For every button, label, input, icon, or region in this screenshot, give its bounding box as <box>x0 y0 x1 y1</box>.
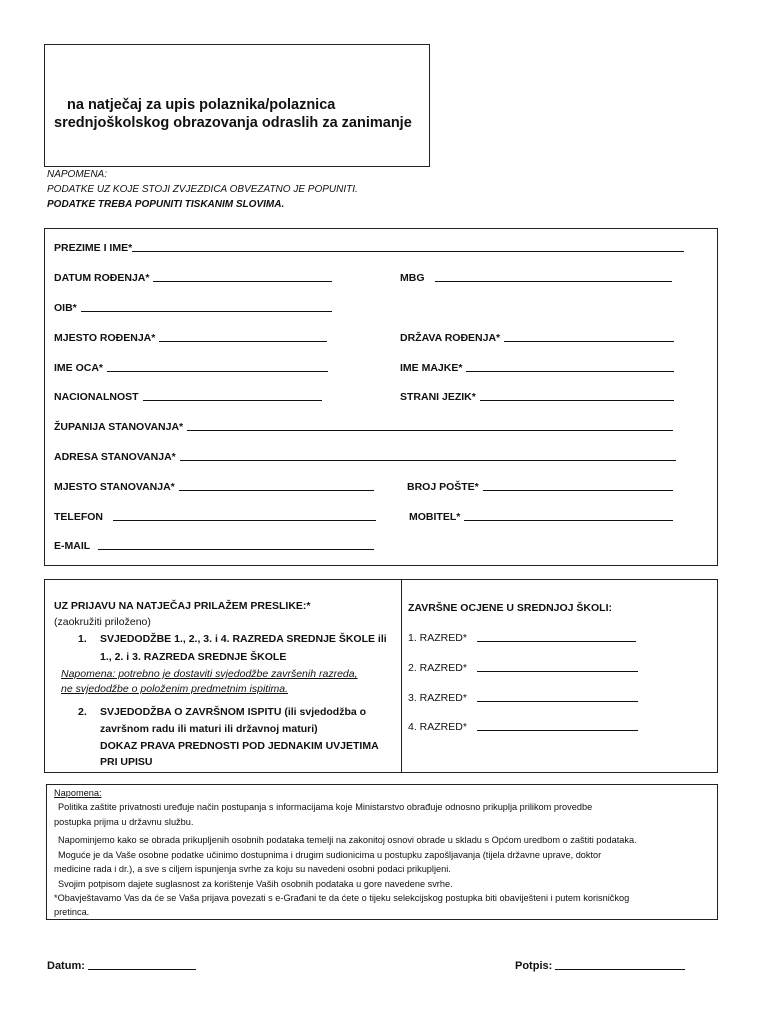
notice-line-1: PODATKE UZ KOJE STOJI ZVJEZDICA OBVEZATNO JE POPUNITI. <box>47 184 358 195</box>
grade-2-label: 2. RAZRED* <box>408 662 467 674</box>
grade-1-field[interactable] <box>408 631 636 644</box>
attachment-note-line-2: ne svjedodžbe o položenim predmetnim ispitima. <box>61 683 289 695</box>
privacy-paragraph-3b: medicine rada i dr.), a sve s ciljem ispunjenja svrhe za koju su navedeni osobni podaci prikupljeni. <box>54 864 451 874</box>
oib-field[interactable] <box>54 301 332 314</box>
attachment-2-line-1[interactable]: SVJEDODŽBA O ZAVRŠNOM ISPITU (ili svjedodžba o <box>100 706 367 718</box>
mobile-label: MOBITEL* <box>409 511 461 523</box>
phone-label: TELEFON <box>54 511 103 523</box>
attachment-note-line-1: Napomena: potrebno je dostaviti svjedodžbe završenih razreda, <box>61 668 358 680</box>
form-title-box <box>44 44 430 167</box>
attachment-2-number: 2. <box>78 706 87 718</box>
address-field[interactable] <box>54 450 676 463</box>
grade-4-field[interactable] <box>408 720 638 733</box>
name-field[interactable] <box>54 241 684 254</box>
privacy-paragraph-2: Napominjemo kako se obrada prikupljenih osobnih podataka temelji na zakonitoj osnovi obrade u skladu s Općom uredbom o zaštiti podataka. <box>58 835 637 845</box>
attachment-2-line-4[interactable]: PRI UPISU <box>100 756 153 768</box>
county-field[interactable] <box>54 420 673 433</box>
mbg-label: MBG <box>400 272 425 284</box>
privacy-paragraph-5b: pretinca. <box>54 907 90 917</box>
dob-label: DATUM ROĐENJA* <box>54 272 150 284</box>
attachment-2-line-2[interactable]: završnom radu ili maturi ili državnoj maturi) <box>100 723 318 735</box>
phone-field[interactable] <box>54 510 376 523</box>
father-name-field[interactable] <box>54 361 328 374</box>
grade-4-label: 4. RAZRED* <box>408 721 467 733</box>
father-name-label: IME OCA* <box>54 362 104 374</box>
privacy-paragraph-1a: Politika zaštite privatnosti uređuje način postupanja s informacijama koje Ministarstvo obrađuje odnosno prikuplja prilikom provedbe <box>58 802 593 812</box>
nationality-field[interactable] <box>54 390 322 403</box>
address-label: ADRESA STANOVANJA* <box>54 451 176 463</box>
attachment-2-line-3[interactable]: DOKAZ PRAVA PREDNOSTI POD JEDNAKIM UVJETIMA <box>100 740 379 752</box>
mbg-field[interactable] <box>400 271 672 284</box>
attachment-1-number: 1. <box>78 633 87 645</box>
notice-title: NAPOMENA: <box>47 169 108 180</box>
grade-1-label: 1. RAZRED* <box>408 632 467 644</box>
privacy-paragraph-4: Svojim potpisom dajete suglasnost za korištenje Vaših osobnih podataka u gore navedene svrhe. <box>58 879 453 889</box>
privacy-title: Napomena: <box>54 788 102 798</box>
postal-field[interactable] <box>407 480 673 493</box>
name-label: PREZIME I IME* <box>54 242 133 254</box>
county-label: ŽUPANIJA STANOVANJA* <box>54 421 184 433</box>
notice-line-2: PODATKE TREBA POPUNITI TISKANIM SLOVIMA. <box>47 199 285 210</box>
attachment-1-line-2[interactable]: 1., 2. i 3. RAZREDA SREDNJE ŠKOLE <box>100 651 287 663</box>
mobile-field[interactable] <box>409 510 673 523</box>
date-field[interactable] <box>47 959 196 972</box>
grade-3-label: 3. RAZRED* <box>408 692 467 704</box>
language-label: STRANI JEZIK* <box>400 391 476 403</box>
dob-field[interactable] <box>54 271 332 284</box>
nationality-label: NACIONALNOST <box>54 391 139 403</box>
attachments-hint: (zaokružiti priloženo) <box>54 616 151 628</box>
birthcountry-label: DRŽAVA ROĐENJA* <box>400 332 501 344</box>
attachment-1-line-1[interactable]: SVJEDODŽBE 1., 2., 3. i 4. RAZREDA SREDNJE ŠKOLE ili <box>100 633 387 645</box>
postal-label: BROJ POŠTE* <box>407 481 479 493</box>
date-label: Datum: <box>47 960 85 972</box>
signature-field[interactable] <box>515 959 685 972</box>
email-field[interactable] <box>54 539 374 552</box>
birthplace-field[interactable] <box>54 331 327 344</box>
birthplace-label: MJESTO ROĐENJA* <box>54 332 156 344</box>
email-label: E-MAIL <box>54 540 91 552</box>
oib-label: OIB* <box>54 302 77 314</box>
grade-2-field[interactable] <box>408 661 638 674</box>
city-label: MJESTO STANOVANJA* <box>54 481 175 493</box>
privacy-paragraph-3a: Moguće je da Vaše osobne podatke učinimo dostupnima i drugim sudionicima u postupku zapošljavanja (tijela državne uprave, doktor <box>58 850 602 860</box>
grades-title: ZAVRŠNE OCJENE U SREDNJOJ ŠKOLI: <box>408 602 613 614</box>
title-line-1: na natječaj za upis polaznika/polaznica <box>67 97 336 113</box>
mother-name-field[interactable] <box>400 361 674 374</box>
grade-3-field[interactable] <box>408 691 638 704</box>
privacy-paragraph-5a: *Obavještavamo Vas da će se Vaša prijava povezati s e-Građani te da ćete o tijeku selekcijskog postupka biti obaviješteni i putem korisničkog <box>54 893 630 903</box>
title-line-2: srednjoškolskog obrazovanja odraslih za zanimanje <box>54 115 412 131</box>
column-divider <box>401 579 402 773</box>
attachments-title: UZ PRIJAVU NA NATJEČAJ PRILAŽEM PRESLIKE:* <box>54 600 311 612</box>
city-field[interactable] <box>54 480 374 493</box>
signature-label: Potpis: <box>515 960 553 972</box>
mother-name-label: IME MAJKE* <box>400 362 463 374</box>
privacy-paragraph-1b: postupka prijma u državnu službu. <box>54 817 194 827</box>
language-field[interactable] <box>400 390 674 403</box>
birthcountry-field[interactable] <box>400 331 674 344</box>
